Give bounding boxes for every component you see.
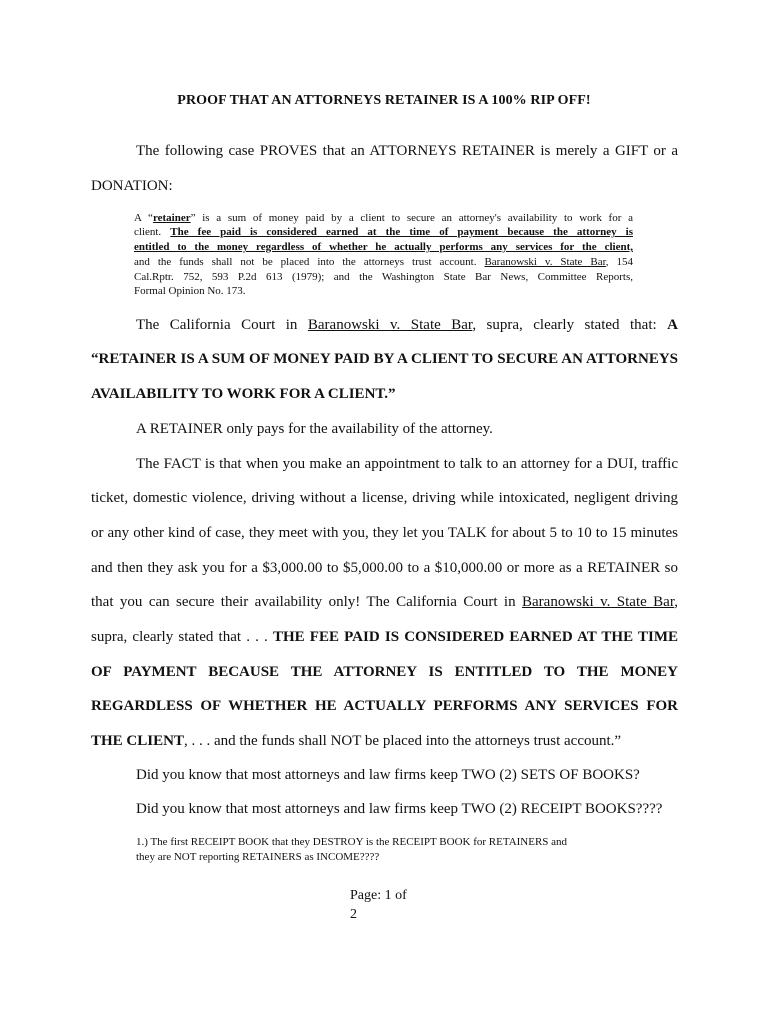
quote-line-4: and the funds shall not be placed into the attorneys trust account. Baranowski v. State Bar, 154 [134,256,633,268]
fact-line-2: ticket, domestic violence, driving without a license, driving while intoxicated, negligent driving [91,490,678,506]
quote-line-6: Formal Opinion No. 173. [134,285,246,297]
quote-line-5: Cal.Rptr. 752, 593 P.2d 613 (1979); and the Washington State Bar News, Committee Reports, [134,271,633,283]
note-line-2: they are NOT reporting RETAINERS as INCOME???? [136,851,380,863]
fact-line-3: or any other kind of case, they meet with you, they let you TALK for about 5 to 10 to 15 minutes [91,525,678,541]
fact-line-8: REGARDLESS OF WHETHER HE ACTUALLY PERFORMS ANY SERVICES FOR [91,698,678,714]
quote-line-3: entitled to the money regardless of whether he actually performs any services for the client, [134,241,633,253]
court-line-1: The California Court in Baranowski v. State Bar, supra, clearly stated that: A [136,317,678,333]
intro-line-1: The following case PROVES that an ATTORNEYS RETAINER is merely a GIFT or a [136,143,678,159]
fact-line-4: and then they ask you for a $3,000.00 to $5,000.00 to a $10,000.00 or more as a RETAINER so [91,560,678,576]
court-line-3: AVAILABILITY TO WORK FOR A CLIENT.” [91,386,396,402]
fact-line-5: that you can secure their availability only! The California Court in Baranowski v. State Bar, [91,594,678,610]
case-citation: Baranowski v. State Bar [522,594,675,610]
question-line-1: Did you know that most attorneys and law firms keep TWO (2) SETS OF BOOKS? [136,767,640,783]
question-line-2: Did you know that most attorneys and law firms keep TWO (2) RECEIPT BOOKS???? [136,801,663,817]
case-citation: Baranowski v. State Bar [307,317,473,333]
court-line-2: “RETAINER IS A SUM OF MONEY PAID BY A CLIENT TO SECURE AN ATTORNEYS [91,351,678,367]
page-number-label: Page: 1 of [350,888,407,903]
case-citation: Baranowski v. State Bar [484,256,606,268]
retainer-term: retainer [152,212,191,224]
fact-line-9: THE CLIENT, . . . and the funds shall NOT be placed into the attorneys trust account.” [91,733,622,749]
page-number-total: 2 [350,907,357,922]
pays-line: A RETAINER only pays for the availability of the attorney. [136,421,493,437]
quote-line-1: A “retainer” is a sum of money paid by a client to secure an attorney's availability to work for a [134,212,633,224]
intro-line-2: DONATION: [91,178,173,194]
fact-line-7: OF PAYMENT BECAUSE THE ATTORNEY IS ENTITLED TO THE MONEY [91,664,678,680]
fact-line-1: The FACT is that when you make an appointment to talk to an attorney for a DUI, traffic [136,456,678,472]
note-line-1: 1.) The first RECEIPT BOOK that they DESTROY is the RECEIPT BOOK for RETAINERS and [136,836,568,848]
document-title: PROOF THAT AN ATTORNEYS RETAINER IS A 100% RIP OFF! [177,93,591,108]
quote-line-2: client. The fee paid is considered earned at the time of payment because the attorney is [134,226,633,238]
fact-line-6: supra, clearly stated that . . . THE FEE PAID IS CONSIDERED EARNED AT THE TIME [91,629,678,645]
